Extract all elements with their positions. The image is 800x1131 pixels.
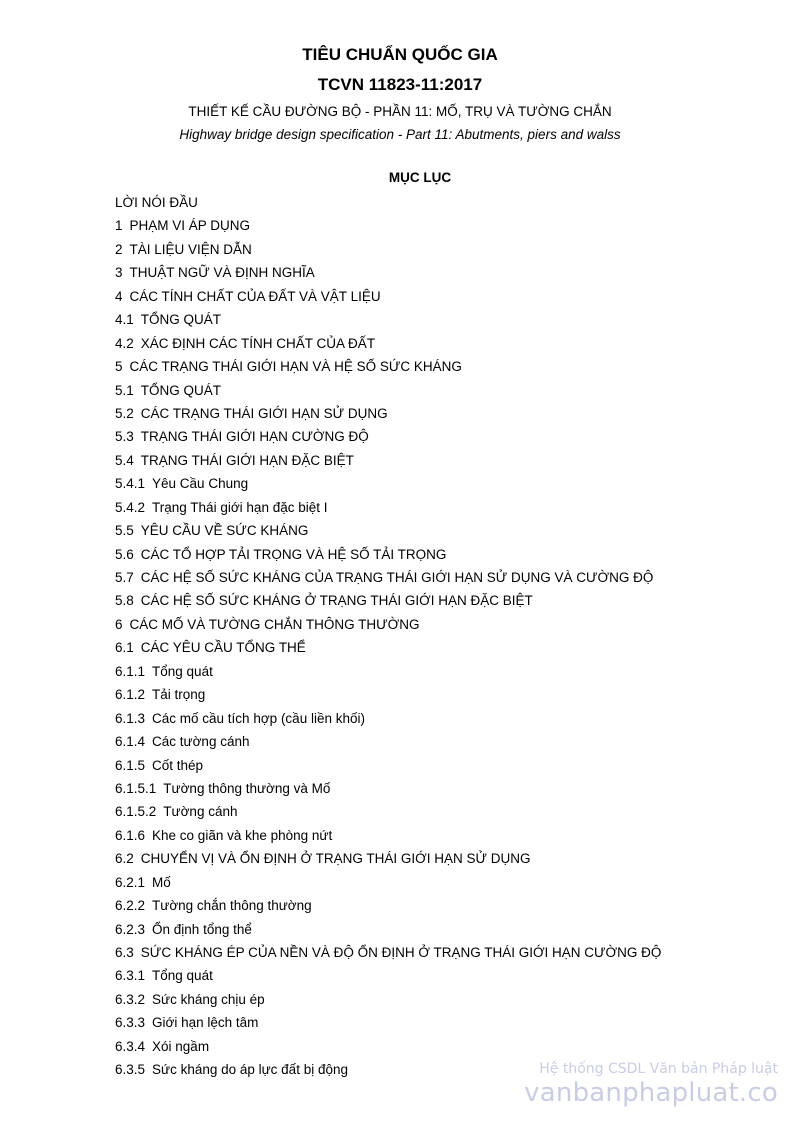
toc-item-number: 6 [115,616,123,632]
toc-item-text: Các mố cầu tích hợp (cầu liền khối) [152,710,365,726]
toc-item-text: Khe co giãn và khe phòng nứt [152,827,333,843]
toc-item-text: CÁC TRẠNG THÁI GIỚI HẠN VÀ HỆ SỐ SỨC KHÁNG [129,359,462,375]
toc-item-number: 2 [115,241,123,257]
toc-item-number: 4.1 [115,312,134,328]
toc-item-text: Các tường cánh [152,734,250,750]
toc-item-number: 5.4.2 [115,499,146,515]
toc-item-number: 5.1 [115,382,134,398]
toc-item-number: 5.5 [115,523,134,539]
toc-item[interactable] [115,449,661,472]
toc-item-number: 6.2.2 [115,898,146,914]
toc-item-number: 6.2 [115,851,134,867]
toc-item-text: TỔNG QUÁT [140,382,222,398]
toc-item-number: 4 [115,288,123,304]
toc-item-text: XÁC ĐỊNH CÁC TÍNH CHẤT CỦA ĐẤT [140,335,376,351]
toc-item-number: 3 [115,265,123,281]
toc-item[interactable] [115,543,661,566]
toc-item[interactable] [115,894,661,917]
toc-item-text: TRẠNG THÁI GIỚI HẠN ĐẶC BIỆT [140,452,354,468]
toc-heading: MỤC LỤC [388,170,452,185]
toc-item-text: Sức kháng do áp lực đất bị động [152,1062,348,1078]
toc-item-number: 6.3.3 [115,1015,146,1031]
toc-item[interactable] [115,730,661,753]
toc-item-text: Yêu Cầu Chung [152,476,249,492]
toc-item-text: Tổng quát [152,663,213,679]
toc-item-text: Giới hạn lệch tâm [152,1015,259,1031]
toc-item[interactable] [115,285,661,308]
toc-item-text: Sức kháng chịu ép [152,991,265,1007]
toc-item[interactable] [115,613,661,636]
toc-item[interactable] [115,496,661,519]
toc-item-text: THUẬT NGỮ VÀ ĐỊNH NGHĨA [129,265,315,281]
toc-item[interactable] [115,824,661,847]
toc-item[interactable] [115,1035,661,1058]
toc-item-number: 6.3.4 [115,1038,146,1054]
toc-item-number: 6.1.5.2 [115,804,157,820]
toc-item-number: 1 [115,218,123,234]
toc-item-text: CÁC HỆ SỐ SỨC KHÁNG Ở TRẠNG THÁI GIỚI HẠN ĐẶC BIỆT [140,593,533,609]
toc-item-number: 5.7 [115,570,134,585]
toc-item[interactable] [115,777,661,800]
toc-item-text: CÁC HỆ SỐ SỨC KHÁNG CỦA TRẠNG THÁI GIỚI HẠN SỬ DỤNG VÀ CƯỜNG ĐỘ [140,570,654,585]
toc-item-number: 6.1.6 [115,827,146,843]
toc-item-text: Ổn định tổng thể [152,921,252,937]
toc-item[interactable] [115,800,661,823]
toc-item[interactable] [115,308,661,331]
toc-item-text: CÁC MỐ VÀ TƯỜNG CHẮN THÔNG THƯỜNG [129,616,420,632]
toc-item-text: CÁC TÍNH CHẤT CỦA ĐẤT VÀ VẬT LIỆU [129,288,381,304]
toc-item-number: 6.3.1 [115,968,146,984]
toc-item[interactable] [115,332,661,355]
toc-item[interactable] [115,519,661,542]
toc-item-number: 5.2 [115,405,134,421]
toc-item[interactable] [115,941,661,964]
watermark [524,1060,778,1108]
watermark-caption: Hệ thống CSDL Văn bản Pháp luật [539,1061,778,1077]
toc-item-number: 5 [115,359,123,375]
toc-item-text: LỜI NÓI ĐẦU [115,195,198,210]
toc-item-text: Tải trọng [152,687,206,703]
toc-item-number: 6.1.1 [115,663,146,679]
toc-item-text: CÁC YÊU CẦU TỔNG THỂ [140,640,306,656]
toc-item-text: TÀI LIỆU VIỆN DẪN [129,241,252,257]
toc-item-text: YÊU CẦU VỀ SỨC KHÁNG [140,523,309,539]
toc-item-number: 6.1 [115,640,134,656]
toc-item-number: 6.1.5.1 [115,780,157,796]
toc-item-number: 6.3 [115,945,134,960]
toc-item-text: TRẠNG THÁI GIỚI HẠN CƯỜNG ĐỘ [140,429,369,445]
document-type: TIÊU CHUẨN QUỐC GIA [302,45,498,64]
toc-item-text: Tường cánh [163,804,238,820]
toc-item-text: SỨC KHÁNG ÉP CỦA NỀN VÀ ĐỘ ỔN ĐỊNH Ở TRẠNG THÁI GIỚI HẠN CƯỜNG ĐỘ [140,945,662,960]
toc-item-text: CHUYỂN VỊ VÀ ỔN ĐỊNH Ở TRẠNG THÁI GIỚI HẠN SỬ DỤNG [140,851,531,867]
toc-item[interactable] [115,847,661,870]
toc-item[interactable] [115,355,661,378]
toc-item-text: Cốt thép [152,757,204,773]
document-code: TCVN 11823-11:2017 [317,75,483,94]
toc-item-text: CÁC TỔ HỢP TẢI TRỌNG VÀ HỆ SỐ TẢI TRỌNG [140,546,447,562]
toc-item-text: Tường thông thường và Mố [163,780,331,796]
toc-item-number: 5.4.1 [115,476,146,492]
toc-item-text: PHẠM VI ÁP DỤNG [129,218,251,234]
toc-item[interactable] [115,636,661,659]
table-of-contents [115,191,661,1082]
toc-item-number: 6.2.3 [115,921,146,937]
toc-item[interactable] [115,425,661,448]
toc-item[interactable] [115,261,661,284]
toc-item[interactable] [115,191,661,214]
toc-item-number: 5.3 [115,429,134,445]
toc-item-number: 6.2.1 [115,874,146,890]
toc-item-number: 5.4 [115,452,134,468]
toc-item[interactable] [115,214,661,237]
toc-item-text: TỔNG QUÁT [140,312,222,328]
toc-item[interactable] [115,402,661,425]
toc-item-number: 6.1.4 [115,734,146,750]
toc-item[interactable] [115,964,661,987]
toc-item-number: 5.8 [115,593,134,609]
toc-item-text: Tổng quát [152,968,213,984]
toc-item-text: Xói ngầm [152,1038,210,1054]
document-header [0,44,800,144]
toc-item-text: Trạng Thái giới hạn đặc biệt I [152,499,328,515]
toc-item[interactable] [115,683,661,706]
toc-item-number: 6.1.5 [115,757,146,773]
toc-item-text: CÁC TRẠNG THÁI GIỚI HẠN SỬ DỤNG [140,405,388,421]
toc-item[interactable] [115,238,661,261]
toc-item[interactable] [115,918,661,941]
toc-item-number: 6.1.3 [115,710,146,726]
toc-item-text: Tường chắn thông thường [152,898,312,914]
toc-item[interactable] [115,472,661,495]
toc-item[interactable] [115,754,661,777]
toc-item[interactable] [115,379,661,402]
toc-item[interactable] [115,871,661,894]
toc-item-text: Mố [152,874,171,890]
toc-item[interactable] [115,988,661,1011]
toc-item-number: 6.3.5 [115,1062,146,1078]
document-title-vietnamese: THIẾT KẾ CẦU ĐƯỜNG BỘ - PHẦN 11: MỐ, TRỤ VÀ TƯỜNG CHẮN [188,104,612,119]
toc-item[interactable] [115,707,661,730]
document-title-english: Highway bridge design specification - Part 11: Abutments, piers and walss [179,127,621,142]
toc-item-number: 6.1.2 [115,687,146,703]
toc-item-number: 4.2 [115,335,134,351]
toc-item[interactable] [115,660,661,683]
watermark-site: vanbanphapluat.co [524,1078,778,1108]
toc-item-number: 6.3.2 [115,991,146,1007]
toc-item[interactable] [115,589,661,612]
toc-item[interactable] [115,1011,661,1034]
toc-item-number: 5.6 [115,546,134,562]
toc-item[interactable] [115,566,661,589]
